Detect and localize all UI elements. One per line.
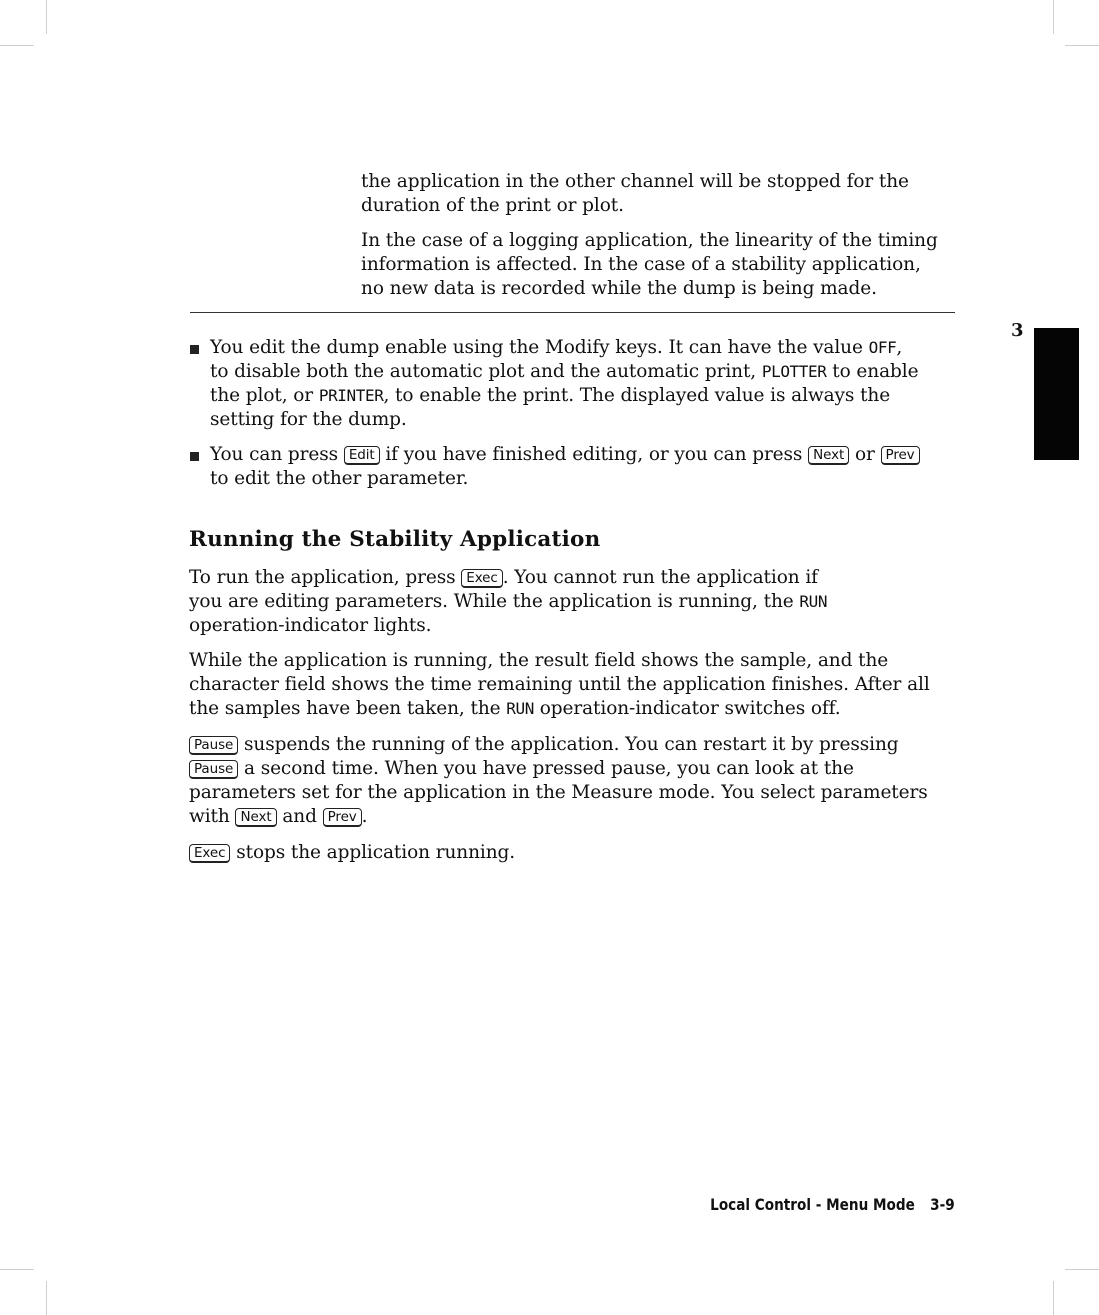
value-plotter: PLOTTER: [761, 362, 827, 381]
text-run: .: [361, 806, 368, 827]
text-run: suspends the running of the application. You can restart it by pressing: [238, 734, 899, 755]
crop-mark: [46, 1281, 47, 1315]
exec-key-icon: Exec: [461, 569, 502, 588]
text-run: You can press: [210, 444, 344, 465]
text-run: operation-indicator lights.: [189, 615, 432, 636]
prev-key-icon: Prev: [323, 808, 362, 827]
bullet-square-icon: [190, 452, 199, 461]
text-run: setting for the dump.: [210, 409, 407, 430]
note-paragraph-continued: [361, 170, 909, 218]
text-run: and: [276, 806, 323, 827]
text-run: While the application is running, the result field shows the sample, and the: [189, 650, 889, 671]
note-divider: [190, 312, 955, 313]
crop-mark: [1053, 0, 1054, 34]
pause-key-icon: Pause: [189, 760, 238, 779]
value-printer: PRINTER: [318, 386, 384, 405]
bullet-dump-enable: [210, 336, 918, 432]
text-run: character field shows the time remaining until the application finishes. After all: [189, 674, 930, 695]
text-run: or: [849, 444, 881, 465]
text-line: information is affected. In the case of a stability application,: [361, 254, 921, 275]
prev-key-icon: Prev: [881, 446, 920, 465]
footer-title: Local Control - Menu Mode: [710, 1195, 916, 1214]
text-run: . You cannot run the application if: [502, 567, 818, 588]
text-run: parameters set for the application in the Measure mode. You select parameters: [189, 782, 928, 803]
text-run: operation-indicator switches off.: [533, 698, 841, 719]
note-paragraph: [361, 229, 938, 301]
paragraph-while-running: [189, 649, 930, 721]
crop-mark: [46, 0, 47, 34]
text-line: In the case of a logging application, the linearity of the timing: [361, 230, 938, 251]
paragraph-run-application: [189, 566, 827, 638]
pause-key-icon: Pause: [189, 736, 238, 755]
page-number: 3-9: [930, 1195, 955, 1214]
text-run: to edit the other parameter.: [210, 468, 469, 489]
text-line: duration of the print or plot.: [361, 195, 624, 216]
text-run: if you have finished editing, or you can press: [379, 444, 809, 465]
next-key-icon: Next: [808, 446, 849, 465]
edit-key-icon: Edit: [344, 446, 380, 465]
text-run: To run the application, press: [189, 567, 462, 588]
paragraph-exec-stops: [189, 841, 515, 865]
bullet-edit-keys: [210, 443, 920, 491]
text-run: the plot, or: [210, 385, 319, 406]
crop-mark: [0, 1269, 34, 1270]
value-run: RUN: [506, 699, 534, 718]
exec-key-icon: Exec: [189, 844, 230, 863]
text-run: with: [189, 806, 236, 827]
text-run: ,: [896, 337, 903, 358]
chapter-thumb-tab: [1034, 328, 1079, 460]
value-run: RUN: [799, 592, 828, 611]
crop-mark: [0, 45, 34, 46]
text-run: stops the application running.: [230, 842, 516, 863]
crop-mark: [1053, 1281, 1054, 1315]
crop-mark: [1065, 45, 1099, 46]
section-heading: Running the Stability Application: [189, 527, 601, 552]
value-off: OFF: [868, 338, 897, 357]
text-run: , to enable the print. The displayed value is always the: [383, 385, 891, 406]
bullet-square-icon: [190, 345, 199, 354]
text-line: the application in the other channel will be stopped for the: [361, 171, 909, 192]
page-footer: [710, 1194, 955, 1216]
crop-mark: [1065, 1269, 1099, 1270]
text-run: to disable both the automatic plot and the automatic print,: [210, 361, 762, 382]
next-key-icon: Next: [235, 808, 276, 827]
text-run: the samples have been taken, the: [189, 698, 507, 719]
text-run: you are editing parameters. While the application is running, the: [189, 591, 800, 612]
text-run: to enable: [826, 361, 919, 382]
text-run: a second time. When you have pressed pause, you can look at the: [238, 758, 854, 779]
text-run: You edit the dump enable using the Modify keys. It can have the value: [210, 337, 869, 358]
chapter-number: 3: [1011, 320, 1024, 341]
paragraph-pause: [189, 733, 928, 829]
text-line: no new data is recorded while the dump is being made.: [361, 278, 877, 299]
